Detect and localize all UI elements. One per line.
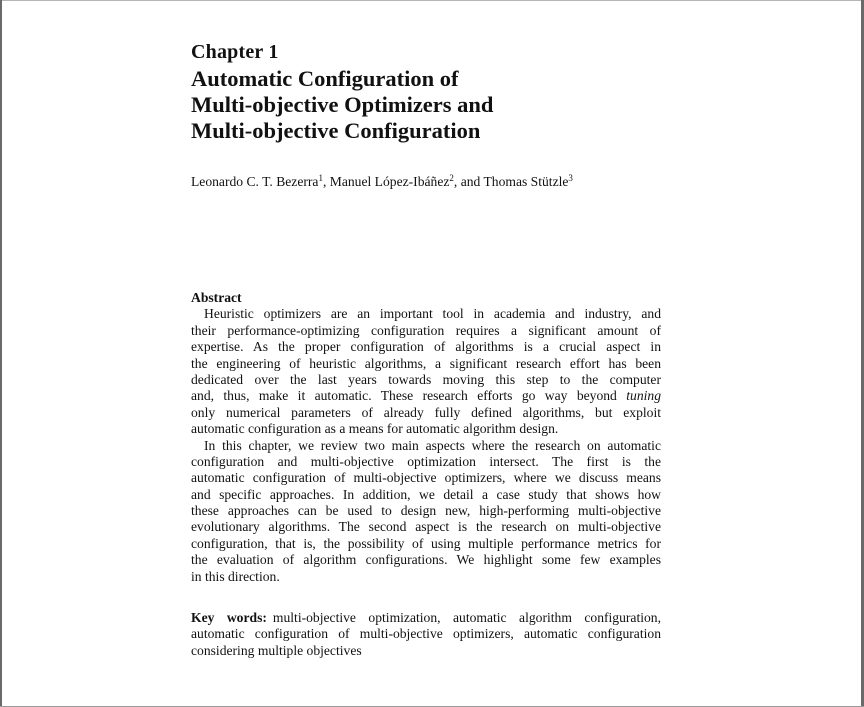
abstract-line [191, 388, 661, 404]
page-left-edge [0, 0, 2, 707]
emphasis-tuning: tuning [626, 388, 661, 404]
abstract-line: these approaches can be used to design new, high-performing multi-objective [191, 503, 661, 519]
abstract-line: and specific approaches. In addition, we detail a case study that shows how [191, 486, 661, 502]
keywords-label: Key words: [191, 610, 267, 625]
author-affiliation-mark: 2 [449, 173, 454, 183]
author-separator: , and [453, 174, 484, 189]
author-name: Thomas Stützle [483, 174, 569, 189]
author-list [191, 174, 573, 190]
abstract [191, 290, 661, 585]
abstract-line: in this direction. [191, 568, 280, 584]
author-affiliation-mark: 1 [318, 173, 323, 183]
abstract-line: their performance-optimizing configuration requires a significant amount of [191, 322, 661, 338]
chapter-title-line: Automatic Configuration of [191, 66, 459, 91]
abstract-line: the evaluation of algorithm configurations. We highlight some few examples [191, 552, 661, 568]
keywords-line: considering multiple objectives [191, 642, 362, 658]
page-top-edge [0, 0, 864, 1]
abstract-line: expertise. As the proper configuration of algorithms is a crucial aspect in [191, 339, 661, 355]
chapter-title-line: Multi-objective Configuration [191, 118, 481, 143]
abstract-line: configuration and multi-objective optimization intersect. The first is the [191, 453, 661, 469]
abstract-line: evolutionary algorithms. The second aspect is the research on multi-objective [191, 519, 661, 535]
abstract-line: the engineering of heuristic algorithms, a significant research effort has been [191, 355, 661, 371]
chapter-title [191, 66, 493, 144]
keywords-line [191, 610, 661, 626]
chapter-title-line: Multi-objective Optimizers and [191, 92, 494, 117]
keywords-text: multi-objective optimization, automatic algorithm configuration, [272, 610, 662, 625]
chapter-label: Chapter 1 [191, 41, 279, 63]
abstract-line: configuration, that is, the possibility of using multiple performance metrics for [191, 535, 661, 551]
abstract-line: automatic configuration as a means for automatic algorithm design. [191, 421, 559, 437]
author-name: Manuel López-Ibáñez [329, 174, 450, 189]
abstract-text: and, thus, make it automatic. These research efforts go way beyond [191, 388, 617, 404]
abstract-line: automatic configuration of multi-objective optimizers, where we discuss means [191, 470, 661, 486]
abstract-line: In this chapter, we review two main aspects where the research on automatic [204, 437, 661, 453]
keywords [191, 610, 661, 659]
author-name: Leonardo C. T. Bezerra [191, 174, 319, 189]
abstract-line: dedicated over the last years towards moving this step to the computer [191, 371, 661, 387]
author-separator: , [322, 174, 330, 189]
keywords-line: automatic configuration of multi-objective optimizers, automatic configuration [191, 626, 661, 642]
author-affiliation-mark: 3 [568, 173, 573, 183]
abstract-line: Heuristic optimizers are an important tool in academia and industry, and [204, 306, 661, 322]
abstract-heading: Abstract [191, 290, 242, 305]
abstract-line: only numerical parameters of already fully defined algorithms, but exploit [191, 404, 661, 420]
